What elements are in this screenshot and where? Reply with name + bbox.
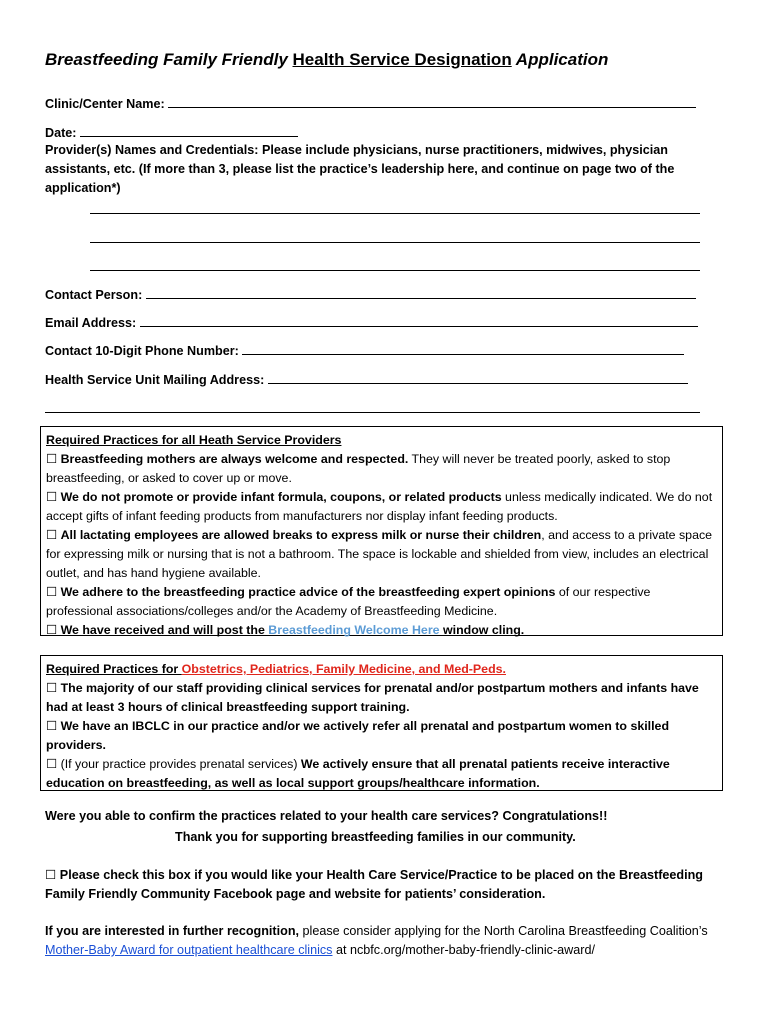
specialty-item-training: ☐ The majority of our staff providing clinical services for prenatal and/or postpartum mothers and infants have had at least 3 hours of clinical breastfeeding support training. xyxy=(46,681,699,714)
checkbox[interactable]: ☐ xyxy=(46,757,58,771)
date-field[interactable] xyxy=(80,124,298,137)
practice-item-window-cling: ☐ We have received and will post the Breastfeeding Welcome Here window cling. xyxy=(46,623,525,637)
checkbox[interactable]: ☐ xyxy=(46,585,58,599)
email-label: Email Address: xyxy=(45,316,137,330)
title-part-3: Application xyxy=(511,50,609,69)
contact-person-row xyxy=(45,286,696,302)
checkbox[interactable]: ☐ xyxy=(46,623,58,637)
checkbox[interactable]: ☐ xyxy=(46,681,58,695)
mailing-address-field[interactable] xyxy=(268,371,688,384)
clinic-name-field[interactable] xyxy=(168,95,696,108)
all-providers-practices-box xyxy=(40,426,723,636)
contact-person-label: Contact Person: xyxy=(45,288,143,302)
specialty-heading: Required Practices for Obstetrics, Pediatrics, Family Medicine, and Med-Peds. xyxy=(46,662,506,676)
practice-item-formula: ☐ We do not promote or provide infant formula, coupons, or related products unless medically indicated. We do not accept gifts of infant feeding products from manufacturers nor display infant feeding products. xyxy=(46,490,713,523)
recognition-paragraph: If you are interested in further recognition, please consider applying for the North Carolina Breastfeeding Coalition’s Mother-Baby Award for outpatient healthcare clinics at ncbfc.org/mother-baby-friendly-clinic-award/ xyxy=(45,924,708,957)
confirmation-line-1: Were you able to confirm the practices related to your health care services? Congratulations!! xyxy=(45,809,608,823)
provider-line-3[interactable] xyxy=(90,270,700,271)
welcome-here-link[interactable]: Breastfeeding Welcome Here xyxy=(268,623,440,637)
practice-item-expert-advice: ☐ We adhere to the breastfeeding practice advice of the breastfeeding expert opinions of our respective professional associations/colleges and/or the Academy of Breastfeeding Medicine. xyxy=(46,585,651,618)
phone-label: Contact 10-Digit Phone Number: xyxy=(45,344,239,358)
page-title xyxy=(45,50,608,70)
specialty-practices-box xyxy=(40,655,723,791)
date-label: Date: xyxy=(45,126,77,140)
phone-row xyxy=(45,342,684,358)
clinic-name-row xyxy=(45,95,696,111)
mailing-address-label: Health Service Unit Mailing Address: xyxy=(45,373,265,387)
facebook-optin: ☐ Please check this box if you would like your Health Care Service/Practice to be placed on the Breastfeeding Family Friendly Community Facebook page and website for patients’ consideration. xyxy=(45,868,703,901)
checkbox[interactable]: ☐ xyxy=(45,868,57,882)
mother-baby-award-link[interactable]: Mother-Baby Award for outpatient healthcare clinics xyxy=(45,943,333,957)
checkbox[interactable]: ☐ xyxy=(46,490,58,504)
date-row xyxy=(45,124,298,140)
email-field[interactable] xyxy=(140,314,698,327)
title-part-1: Breastfeeding Family Friendly xyxy=(45,50,293,69)
specialty-item-prenatal-education: ☐ (If your practice provides prenatal services) We actively ensure that all prenatal patients receive interactive education on breastfeeding, as well as local support groups/healthcare information. xyxy=(46,757,670,790)
checkbox[interactable]: ☐ xyxy=(46,719,58,733)
checkbox[interactable]: ☐ xyxy=(46,528,58,542)
contact-person-field[interactable] xyxy=(146,286,696,299)
clinic-name-label: Clinic/Center Name: xyxy=(45,97,165,111)
provider-line-2[interactable] xyxy=(90,242,700,243)
phone-field[interactable] xyxy=(242,342,684,355)
mailing-address-row xyxy=(45,371,688,387)
checkbox[interactable]: ☐ xyxy=(46,452,58,466)
provider-line-1[interactable] xyxy=(90,213,700,214)
mailing-address-line-2[interactable] xyxy=(45,412,700,413)
specialty-item-ibclc: ☐ We have an IBCLC in our practice and/or we actively refer all prenatal and postpartum women to skilled providers. xyxy=(46,719,670,752)
practice-item-welcome: ☐ Breastfeeding mothers are always welcome and respected. They will never be treated poorly, asked to stop breastfeeding, or asked to cover up or move. xyxy=(46,452,671,485)
providers-instructions: Provider(s) Names and Credentials: Please include physicians, nurse practitioners, midwives, physician assistants, etc. (If more than 3, please list the practice’s leadership here, and continue on page two of the application*) xyxy=(45,143,675,195)
title-part-2: Health Service Designation xyxy=(292,50,512,69)
confirmation-line-2: Thank you for supporting breastfeeding families in our community. xyxy=(175,830,576,844)
email-row xyxy=(45,314,698,330)
practice-item-lactation-breaks: ☐ All lactating employees are allowed breaks to express milk or nurse their children, and access to a private space for expressing milk or nursing that is not a bathroom. The space is lockable and shielded from view, includes an electrical outlet, and has hand hygiene available. xyxy=(46,528,713,580)
confirmation-message xyxy=(45,806,725,848)
all-providers-heading: Required Practices for all Heath Service Providers xyxy=(46,433,342,447)
